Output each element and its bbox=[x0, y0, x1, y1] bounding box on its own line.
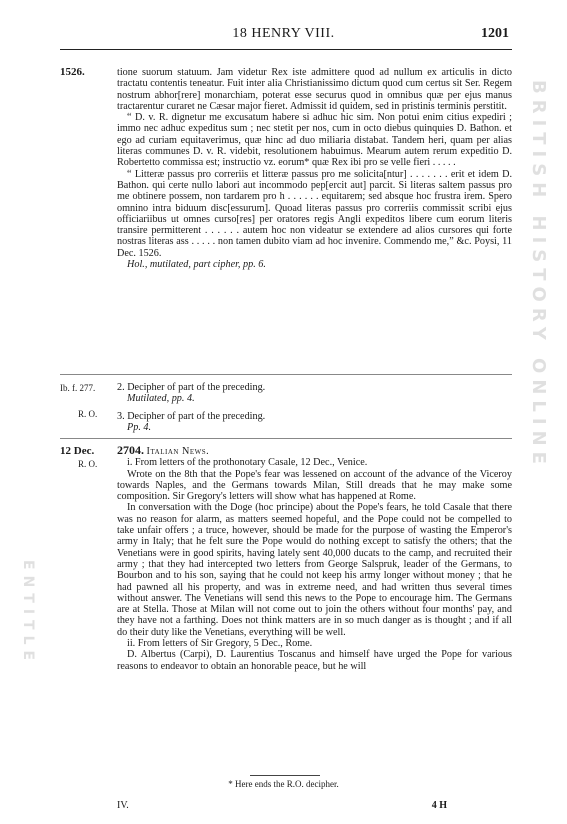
header-rule bbox=[60, 49, 512, 50]
paragraph: “ Litteræ passus pro correriis et litteræ passus pro me solicita[ntur] . . . . . . . erit et idem D. Bathon. qui certe nullo labori aut incommodo pep[ercit aut] parcit. Si literas saltem passus pro me obtinere possem, non tardarem pro h . . . . . . equitarem; sed absque hoc frustra irem. Spero omnino intra biduum disc[essurum]. Quoad literas passus pro correriis commissit scribi ejus officiariibus ut omnes curso[res] per oratores regis Angli expeditos libere cum eorum literis transire permitterent . . . . . . autem hoc non videatur se extendere ad alios cursores qui forte nostras literas ass . . . . . non tamen dubito viam ad hoc invenire. Commendo me,” &c. Poysi, 11 Dec. 1526. bbox=[117, 168, 512, 259]
margin-date: 12 Dec. bbox=[60, 445, 95, 457]
divider bbox=[60, 374, 512, 375]
entry-heading bbox=[117, 445, 512, 457]
entry-2704 bbox=[117, 445, 512, 672]
margin-year: 1526. bbox=[60, 66, 85, 78]
decipher-note: Mutilated, pp. 4. bbox=[127, 393, 195, 405]
decipher-line: 2. Decipher of part of the preceding. bbox=[117, 382, 266, 393]
watermark-left: ENTITLE bbox=[20, 560, 36, 667]
volume-mark: IV. bbox=[117, 800, 129, 811]
decipher-note: Pp. 4. bbox=[127, 421, 152, 433]
paragraph: Wrote on the 8th that the Pope's fear was lessened on account of the advance of the Viceroy towards Naples, and the Germans towards Milan, Still dreads that he may make some composition. Sir Gregory's letters will show what has happened at Rome. bbox=[117, 468, 512, 503]
item-heading: i. From letters of the prothonotary Casale, 12 Dec., Venice. bbox=[127, 457, 368, 469]
letter-body bbox=[117, 67, 512, 270]
page-header bbox=[0, 26, 567, 46]
page-number: 1201 bbox=[481, 26, 509, 41]
decipher-entries bbox=[117, 382, 512, 433]
signature-mark: 4 H bbox=[431, 800, 447, 811]
entry-number: 2704. bbox=[117, 443, 144, 457]
paragraph: D. Albertus (Carpi), D. Laurentius Toscanus and himself have urged the Pope for various reasons to endeavor to obtain an honorable peace, but he will bbox=[117, 649, 512, 672]
footnote: * Here ends the R.O. decipher. bbox=[228, 779, 339, 789]
paragraph: In conversation with the Doge (hoc principe) about the Pope's fears, he told Casale that there was no reason for alarm, as matters seemed hopeful, and the Pope could not be compelled to take unfair offers ; a truce, however, should be made for the purpose of wasting the Emperor's army in Italy; that he felt sure the Pope would do nothing except to satisfy the others; that the Venetians were in good spirits, having lately sent 40,000 ducats to the camp, and recruited their army ; that they had intercepted two letters from George Salspruk, leader of the Germans, to Bourbon and to his son, saying that he could not keep his army longer without money ; that he had pawned all his property, and was in extreme need, and had written thus several times without answer. The Venetians will send this news to the Pope to encourage him. The Germans are at Stella. Those at Milan will not come out to join the others without four months' pay, and they have not a farthing. Does not think matters are in so much danger as is thought ; and if all do their duty like the Venetians, everything will be well. bbox=[117, 502, 512, 638]
decipher-line: 3. Decipher of part of the preceding. bbox=[117, 410, 266, 422]
source-note: Hol., mutilated, part cipher, pp. 6. bbox=[127, 259, 266, 271]
paragraph: tione suorum statuum. Jam videtur Rex iste admittere quod ad nullum ex articulis in dicto tractatu contentis teneatur. Fuit inter alia Christianissimo dictum quod cum certus sit Ser. Regem nostrum abhor[rere] monarchiam, poterat esse securus quod in omnibus quæ per ejus manus tractarentur curaret ne Cæsar major fieret. Admissit id quidem, sed in pristinis terminis perstitit. bbox=[117, 67, 512, 112]
footnote-rule bbox=[250, 775, 320, 776]
margin-ref-ib: Ib. f. 277. bbox=[60, 383, 96, 393]
running-title: 18 HENRY VIII. bbox=[232, 26, 335, 41]
paragraph: “ D. v. R. dignetur me excusatum habere si adhuc hic sim. Non potui enim citius expediri ; immo nec adhuc expeditus sum ; nec stetit per nos, cum in octo diebus quinquies D. Bathon. et ego ad curiam equitaverimus, quæ hinc ad duo miliaria distabat. Tandem heri, quam per alias literas communes D. v. R. videbit, resolutionem habuimus. Mearum autem rerum expeditio D. Robertetto commissa est; instructio vz. eorum* quæ Rex ibi pro se velle fieri . . . . . bbox=[117, 112, 512, 169]
item-heading: ii. From letters of Sir Gregory, 5 Dec., Rome. bbox=[127, 638, 313, 650]
watermark-right: BRITISH HISTORY ONLINE bbox=[528, 80, 549, 470]
margin-ref-ro-1: R. O. bbox=[78, 409, 98, 419]
entry-title: Italian News. bbox=[146, 446, 210, 457]
divider bbox=[60, 438, 512, 439]
margin-ref-ro-2: R. O. bbox=[78, 459, 98, 469]
